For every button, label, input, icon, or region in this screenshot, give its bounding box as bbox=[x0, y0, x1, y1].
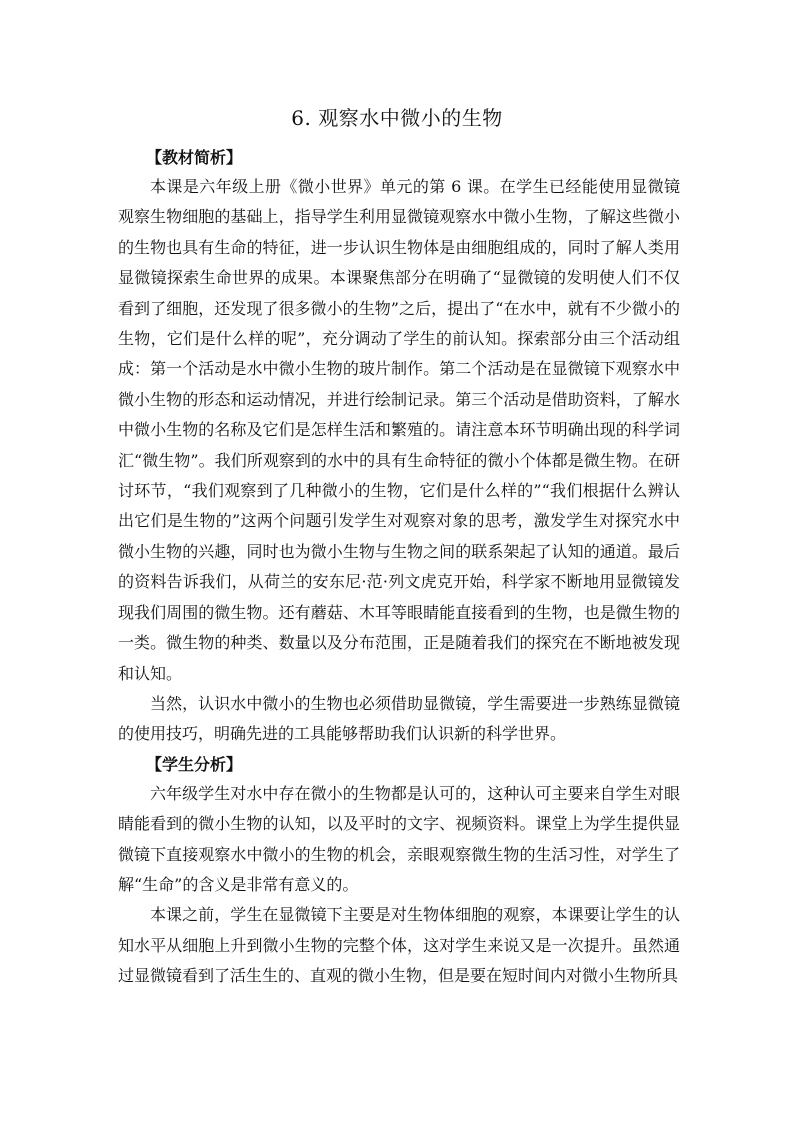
paragraph: 六年级学生对水中存在微小的生物都是认可的，这种认可主要来自学生对眼睛能看到的微小生物的认知，以及平时的文字、视频资料。课堂上为学生提供显微镜下直接观察水中微小的生物的机会，亲眼观察微生物的生活习性，对学生了解“生命”的含义是非常有意义的。 bbox=[118, 783, 680, 894]
section-heading-textbook-analysis: 【教材简析】 bbox=[146, 148, 243, 167]
document-title: 6. 观察水中微小的生物 bbox=[291, 106, 503, 130]
paragraph: 本课之前，学生在显微镜下主要是对生物体细胞的观察，本课要让学生的认知水平从细胞上升到微小生物的完整个体，这对学生来说又是一次提升。虽然通过显微镜看到了活生生的、直观的微小生物，但是要在短时间内对微小生物所具 bbox=[118, 905, 680, 986]
paragraph: 本课是六年级上册《微小世界》单元的第 6 课。在学生已经能使用显微镜观察生物细胞的基础上，指导学生利用显微镜观察水中微小生物，了解这些微小的生物也具有生命的特征，进一步认识生物体是由细胞组成的，同时了解人类用显微镜探索生命世界的成果。本课聚焦部分在明确了“显微镜的发明使人们不仅看到了细胞，还发现了很多微小的生物”之后，提出了“在水中，就有不少微小的生物，它们是什么样的呢”，充分调动了学生的前认知。探索部分由三个活动组成：第一个活动是水中微小生物的玻片制作。第二个活动是在显微镜下观察水中微小生物的形态和运动情况，并进行绘制记录。第三个活动是借助资料，了解水中微小生物的名称及它们是怎样生活和繁殖的。请注意本环节明确出现的科学词汇“微生物”。我们所观察到的水中的具有生命特征的微小个体都是微生物。在研讨环节，“我们观察到了几种微小的生物，它们是什么样的”“我们根据什么辨认出它们是生物的”这两个问题引发学生对观察对象的思考，激发学生对探究水中微小生物的兴趣，同时也为微小生物与生物之间的联系架起了认知的通道。最后的资料告诉我们，从荷兰的安东尼·范·列文虎克开始，科学家不断地用显微镜发现我们周围的微生物。还有蘑菇、木耳等眼睛能直接看到的生物，也是微生物的一类。微生物的种类、数量以及分布范围，正是随着我们的探究在不断地被发现和认知。 bbox=[118, 177, 680, 683]
section-heading-student-analysis: 【学生分析】 bbox=[146, 754, 243, 774]
paragraph: 当然，认识水中微小的生物也必须借助显微镜，学生需要进一步熟练显微镜的使用技巧，明确先进的工具能够帮助我们认识新的科学世界。 bbox=[118, 693, 680, 744]
document-body bbox=[118, 143, 680, 992]
